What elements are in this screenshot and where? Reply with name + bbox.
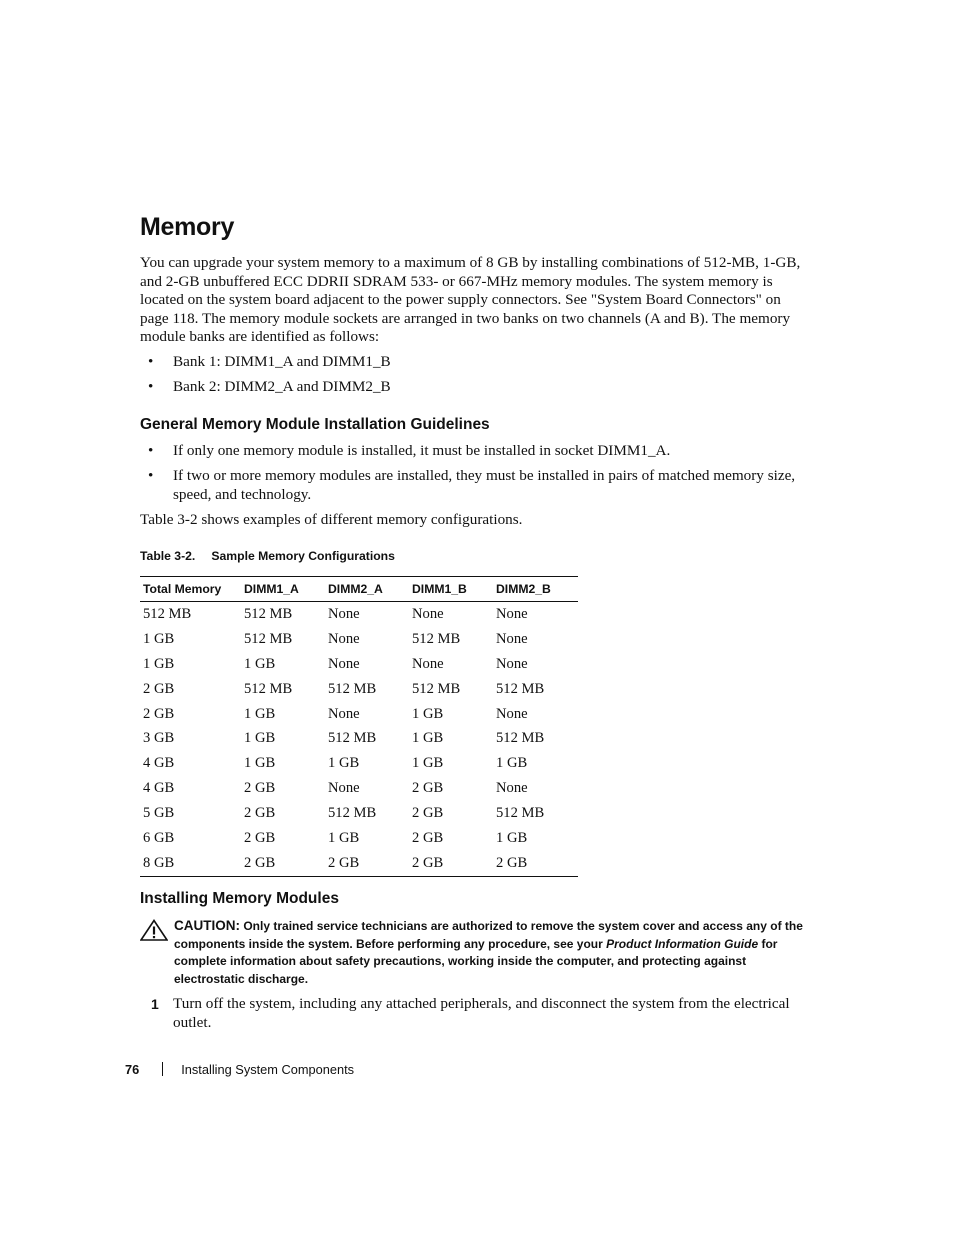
cell-dimm2-b: 512 MB [496, 730, 545, 747]
cell-total-memory: 8 GB [140, 851, 241, 876]
table-row [140, 627, 578, 652]
cell-total-memory: 6 GB [143, 829, 175, 846]
cell-dimm1-a: 1 GB [244, 655, 276, 672]
cell-dimm2-a: 512 MB [328, 730, 377, 747]
table-number: Table 3-2. [140, 549, 196, 563]
cell-dimm2-a: 512 MB [328, 805, 377, 822]
cell-total-memory: 1 GB [143, 630, 175, 647]
intro-paragraph: You can upgrade your system memory to a maximum of 8 GB by installing combinations of 512-MB, 1-GB, and 2-GB unbuffered ECC DDRII SDRAM 533- or 667-MHz memory modules. The system memory is located on the system board adjacent to the power supply connectors. See "System Board Connectors" on page 118. The memory module sockets are arranged in two banks on two channels (A and B). The memory module banks are identified as follows: [140, 254, 801, 346]
footer-section-title: Installing System Components [181, 1062, 355, 1077]
table-row [140, 702, 578, 727]
cell-dimm1-b: None [412, 605, 444, 622]
header-dimm1-b: DIMM1_B [409, 577, 493, 602]
page-footer [125, 1062, 354, 1077]
list-item-bank-2 [140, 378, 812, 397]
step-number: 1 [151, 996, 159, 1012]
caution-label: CAUTION: [174, 918, 240, 933]
cell-dimm2-a: 1 GB [328, 829, 360, 846]
table-reference-paragraph: Table 3-2 shows examples of different memory configurations. [140, 511, 523, 528]
cell-dimm1-b: 512 MB [412, 630, 461, 647]
cell-dimm2-a: 1 GB [328, 755, 360, 772]
guideline-2-text: If two or more memory modules are installed, they must be installed in pairs of matched memory size, speed, and technology. [173, 467, 796, 503]
list-item-guideline-1 [140, 442, 812, 461]
bullet: • [148, 353, 154, 370]
cell-dimm1-a: 512 MB [244, 630, 293, 647]
cell-dimm1-a: 2 GB [244, 829, 276, 846]
cell-dimm1-a: 1 GB [244, 730, 276, 747]
bullet: • [148, 467, 154, 484]
cell-dimm1-a: 1 GB [244, 705, 276, 722]
warning-triangle-icon [140, 919, 168, 941]
cell-dimm1-a: 2 GB [241, 851, 325, 876]
cell-dimm1-b: 1 GB [412, 730, 444, 747]
cell-dimm1-b: 1 GB [412, 705, 444, 722]
table-row [140, 776, 578, 801]
installing-heading: Installing Memory Modules [140, 890, 339, 907]
cell-dimm2-a: None [328, 605, 360, 622]
bullet: • [148, 442, 154, 459]
guidelines-heading: General Memory Module Installation Guidelines [140, 416, 490, 433]
cell-dimm2-a: 512 MB [328, 680, 377, 697]
table-caption [140, 549, 395, 563]
table-row [140, 801, 578, 826]
cell-dimm2-b: 512 MB [496, 805, 545, 822]
cell-dimm2-a: None [328, 780, 360, 797]
cell-dimm2-b: None [496, 780, 528, 797]
cell-total-memory: 2 GB [143, 705, 175, 722]
table-body [140, 602, 578, 877]
cell-total-memory: 4 GB [143, 755, 175, 772]
table-header-row [140, 577, 578, 602]
guideline-1-text: If only one memory module is installed, it must be installed in socket DIMM1_A. [173, 442, 671, 459]
cell-dimm1-b: None [412, 655, 444, 672]
table-row [140, 726, 578, 751]
footer-divider [162, 1062, 163, 1076]
list-item-guideline-2 [140, 467, 812, 504]
caution-notice [140, 917, 820, 988]
caution-text-after: for complete information about safety precautions, working inside the computer, and protecting against electrostatic discharge. [174, 936, 778, 986]
bank-2-text: Bank 2: DIMM2_A and DIMM2_B [173, 378, 391, 395]
table-row [140, 751, 578, 776]
cell-dimm1-a: 2 GB [244, 780, 276, 797]
header-dimm2-a: DIMM2_A [325, 577, 409, 602]
cell-dimm2-b: None [496, 605, 528, 622]
cell-total-memory: 4 GB [143, 780, 175, 797]
cell-dimm1-a: 512 MB [244, 680, 293, 697]
header-dimm2-b: DIMM2_B [493, 577, 578, 602]
cell-dimm2-b: 512 MB [496, 680, 545, 697]
cell-dimm2-a: 2 GB [325, 851, 409, 876]
cell-dimm2-b: 1 GB [496, 829, 528, 846]
cell-dimm1-a: 1 GB [244, 755, 276, 772]
page-title: Memory [140, 213, 235, 241]
cell-dimm1-a: 2 GB [244, 805, 276, 822]
cell-dimm1-b: 2 GB [409, 851, 493, 876]
bullet: • [148, 378, 154, 395]
cell-total-memory: 3 GB [143, 730, 175, 747]
page-number: 76 [125, 1062, 140, 1077]
cell-dimm2-b: None [496, 655, 528, 672]
cell-dimm2-a: None [328, 630, 360, 647]
cell-total-memory: 2 GB [143, 680, 175, 697]
cell-dimm2-b: 2 GB [493, 851, 578, 876]
cell-dimm1-b: 512 MB [412, 680, 461, 697]
cell-total-memory: 5 GB [143, 805, 175, 822]
cell-dimm1-b: 1 GB [412, 755, 444, 772]
list-item-bank-1 [140, 353, 812, 372]
cell-dimm2-b: None [496, 705, 528, 722]
memory-config-table [140, 576, 578, 877]
product-information-guide-title: Product Information Guide [606, 936, 759, 951]
cell-dimm1-a: 512 MB [244, 605, 293, 622]
table-row [140, 677, 578, 702]
cell-total-memory: 1 GB [143, 655, 175, 672]
header-total-memory: Total Memory [140, 577, 241, 602]
table-row [140, 826, 578, 851]
cell-dimm1-b: 2 GB [412, 805, 444, 822]
bank-1-text: Bank 1: DIMM1_A and DIMM1_B [173, 353, 391, 370]
cell-dimm2-a: None [328, 705, 360, 722]
procedure-step-1 [140, 995, 820, 1032]
table-title: Sample Memory Configurations [211, 549, 395, 563]
cell-dimm2-a: None [328, 655, 360, 672]
caution-text-before: Only trained service technicians are authorized to remove the system cover and access any of the components inside the system. Before performing any procedure, see your [174, 919, 803, 951]
table-row [140, 851, 578, 876]
cell-dimm2-b: None [496, 630, 528, 647]
table-row [140, 652, 578, 677]
step-text: Turn off the system, including any attached peripherals, and disconnect the system from the electrical outlet. [173, 995, 790, 1031]
cell-dimm1-b: 2 GB [412, 829, 444, 846]
cell-dimm1-b: 2 GB [412, 780, 444, 797]
header-dimm1-a: DIMM1_A [241, 577, 325, 602]
cell-dimm2-b: 1 GB [496, 755, 528, 772]
cell-total-memory: 512 MB [143, 605, 192, 622]
table-row [140, 602, 578, 627]
